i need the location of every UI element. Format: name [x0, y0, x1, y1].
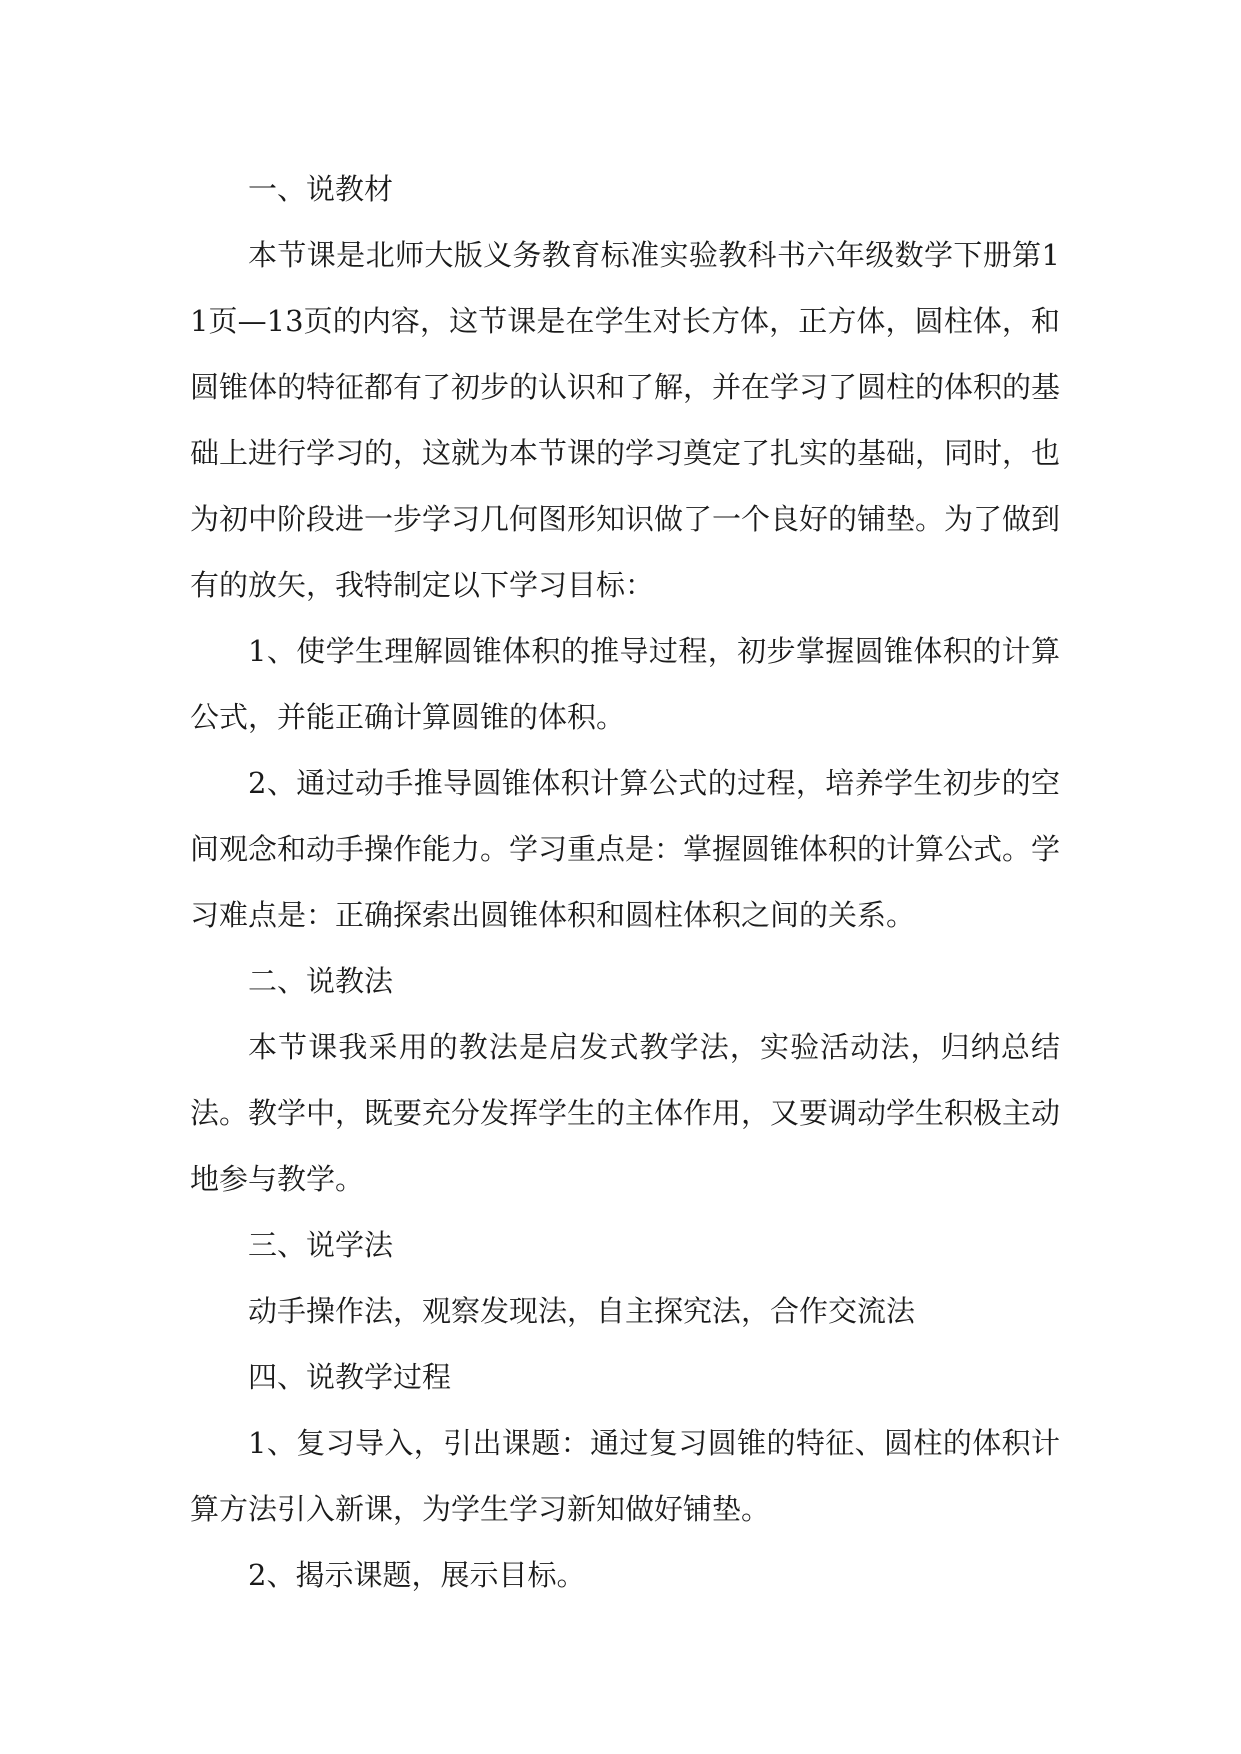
list-item-process-2: 2、揭示课题，展示目标。	[248, 1558, 586, 1592]
paragraph-teaching-method: 本节课我采用的教法是启发式教学法，实验活动法，归纳总结法。教学中，既要充分发挥学生的主体作用，又要调动学生积极主动地参与教学。	[190, 1030, 1061, 1196]
section-heading-teaching-method: 二、说教法	[248, 964, 394, 998]
section-heading-teaching-process: 四、说教学过程	[248, 1360, 452, 1394]
paragraph-learning-method: 动手操作法，观察发现法，自主探究法，合作交流法	[248, 1294, 916, 1328]
list-item-goal-2: 2、通过动手推导圆锥体积计算公式的过程，培养学生初步的空间观念和动手操作能力。学习重点是：掌握圆锥体积的计算公式。学习难点是：正确探索出圆锥体积和圆柱体积之间的关系。	[190, 766, 1061, 932]
section-heading-learning-method: 三、说学法	[248, 1228, 394, 1262]
document-body	[190, 156, 1060, 1608]
paragraph-material-description: 本节课是北师大版义务教育标准实验教科书六年级数学下册第11页—13页的内容，这节课是在学生对长方体，正方体，圆柱体，和圆锥体的特征都有了初步的认识和了解，并在学习了圆柱的体积的基础上进行学习的，这就为本节课的学习奠定了扎实的基础，同时，也为初中阶段进一步学习几何图形知识做了一个良好的铺垫。为了做到有的放矢，我特制定以下学习目标：	[190, 238, 1061, 602]
list-item-process-1: 1、复习导入，引出课题：通过复习圆锥的特征、圆柱的体积计算方法引入新课，为学生学习新知做好铺垫。	[190, 1426, 1060, 1526]
section-heading-teaching-material: 一、说教材	[248, 172, 394, 206]
list-item-goal-1: 1、使学生理解圆锥体积的推导过程，初步掌握圆锥体积的计算公式，并能正确计算圆锥的体积。	[190, 634, 1060, 734]
